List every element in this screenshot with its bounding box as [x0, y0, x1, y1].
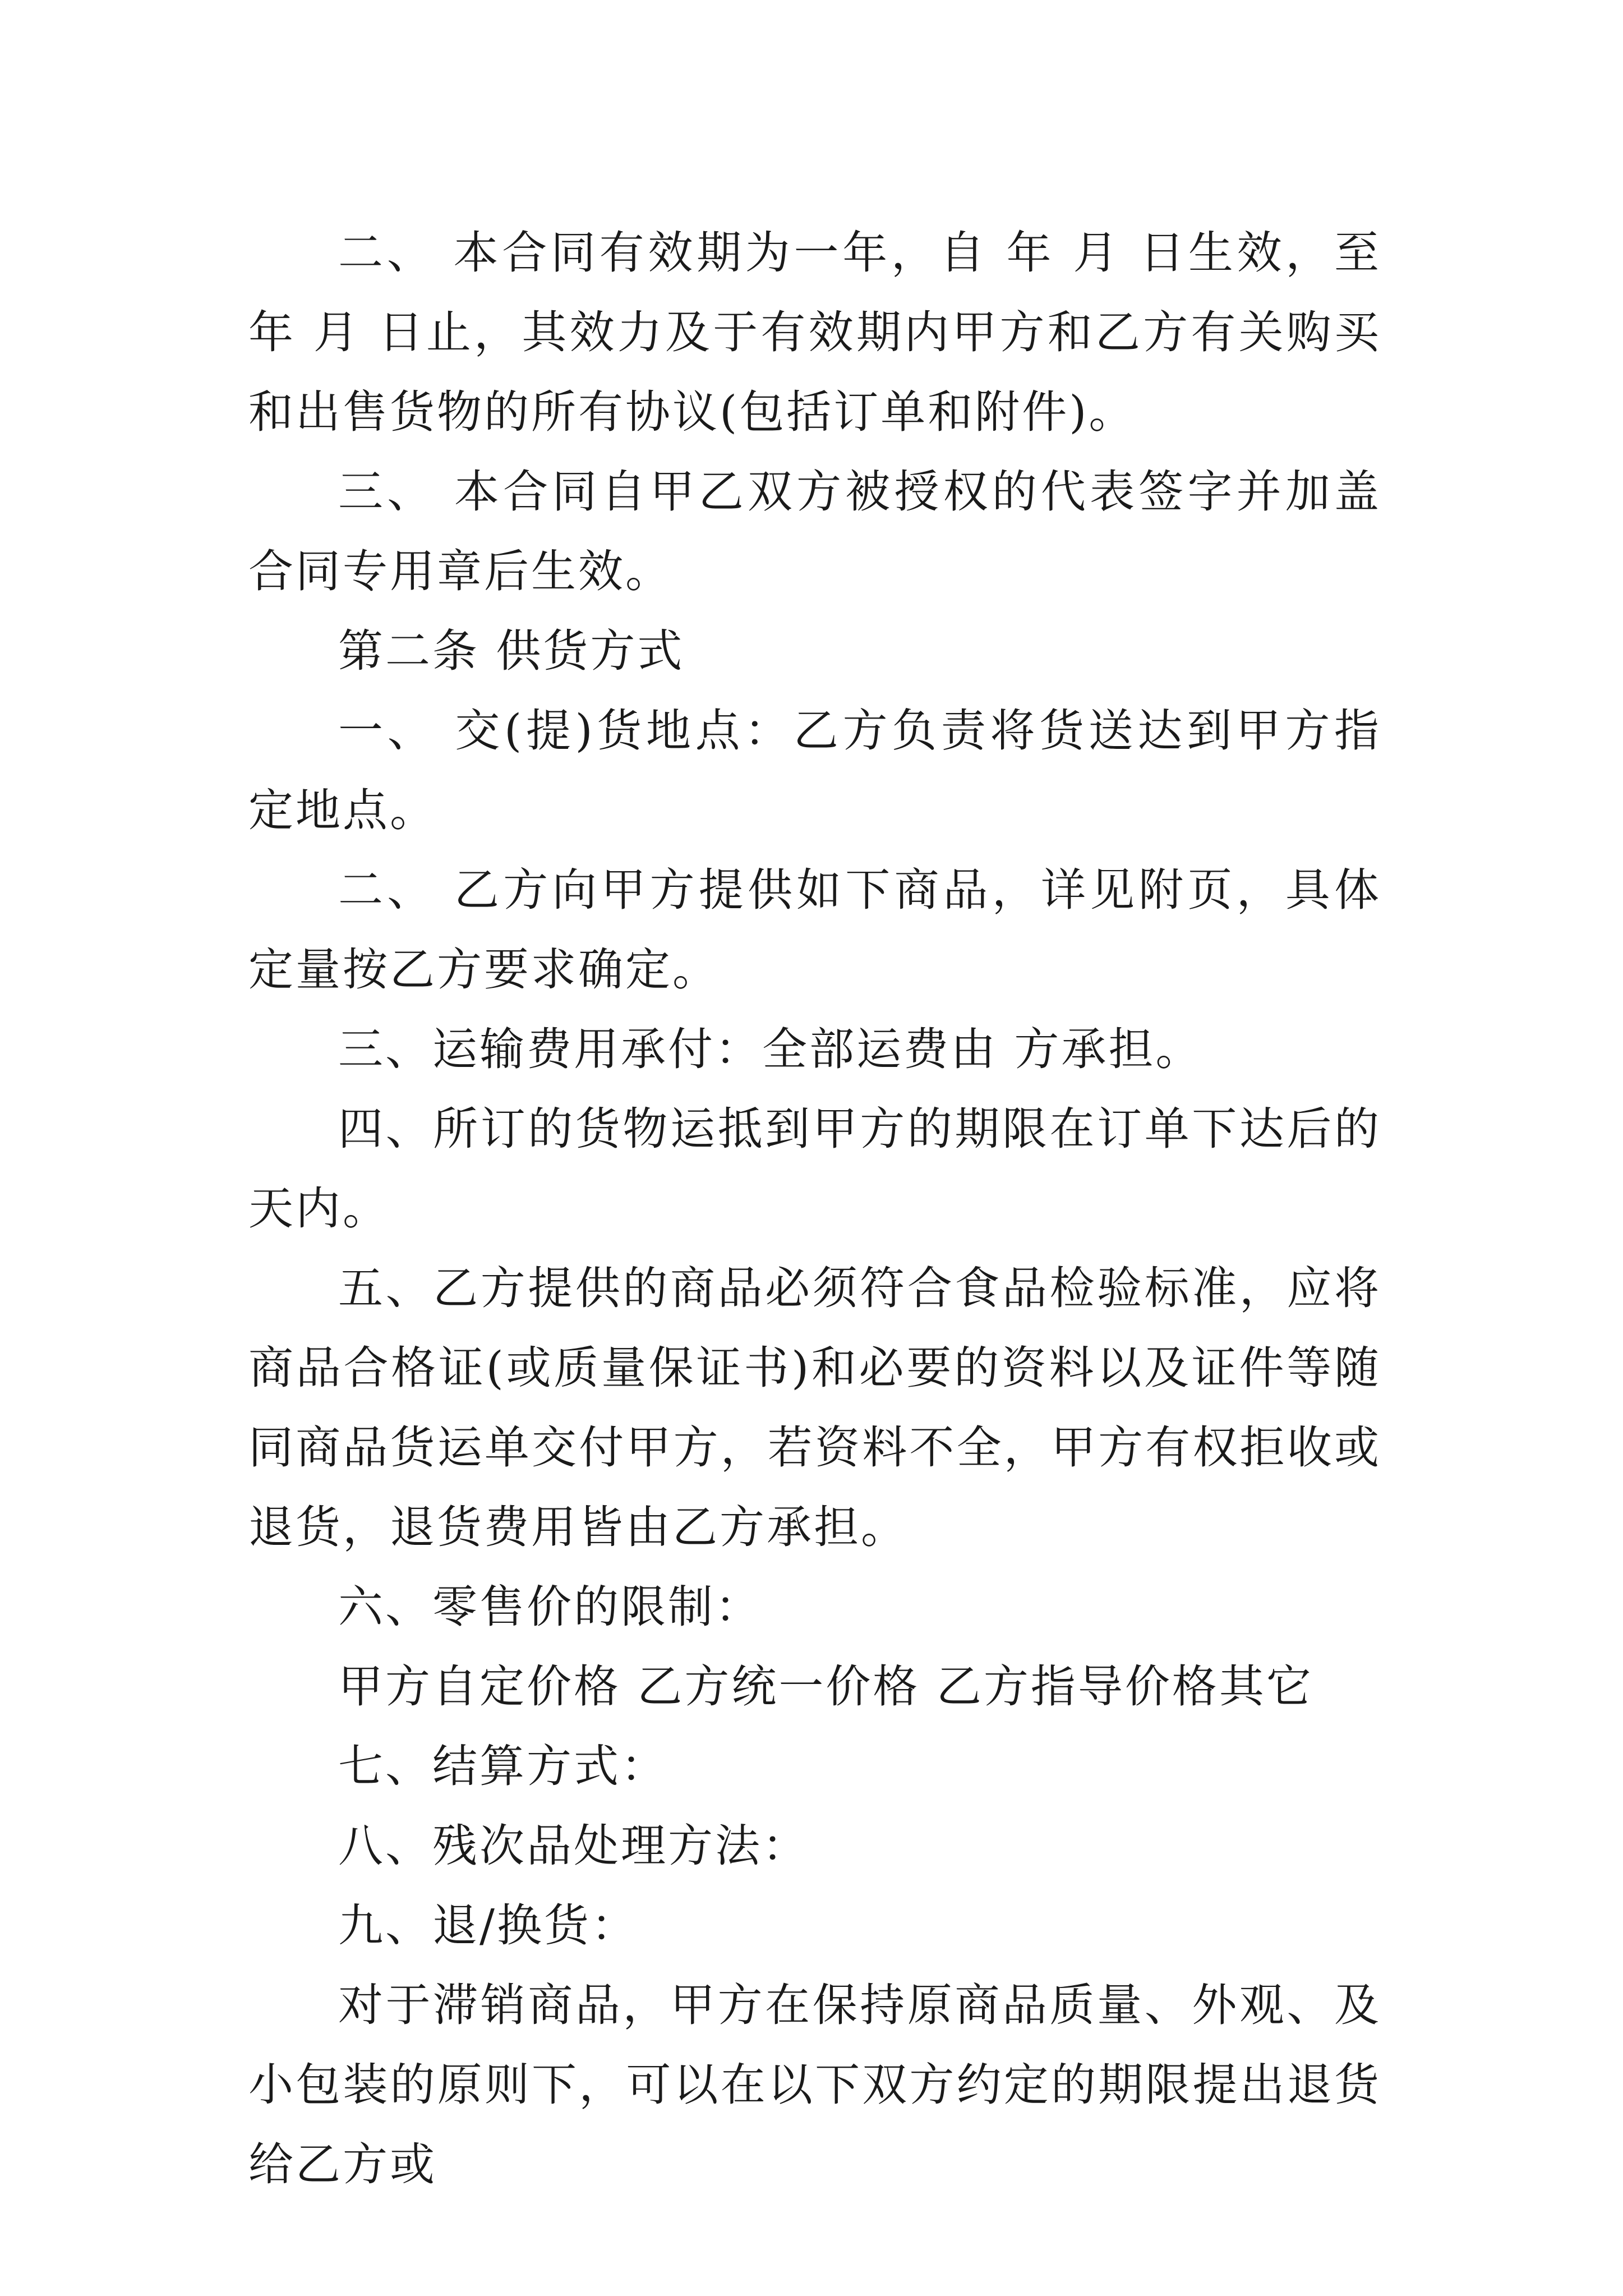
section-heading-supply-method: 第二条 供货方式: [338, 625, 685, 677]
paragraph-delivery-deadline: 四、所订的货物运抵到甲方的期限在订单下达后的 天内。: [248, 1103, 1381, 1235]
paragraph-price-options: 甲方自定价格 乙方统一价格 乙方指导价格其它: [338, 1660, 1313, 1713]
paragraph-contract-effective: 三、 本合同自甲乙双方被授权的代表签字并加盖合同专用章后生效。: [248, 466, 1381, 597]
paragraph-shipping-costs: 三、运输费用承付：全部运费由 方承担。: [338, 1023, 1203, 1075]
paragraph-settlement-method: 七、结算方式：: [338, 1740, 668, 1792]
paragraph-slow-moving-goods: 对于滞销商品，甲方在保持原商品质量、外观、及小包装的原则下，可以在以下双方约定的期限提出退货给乙方或: [248, 1979, 1381, 2191]
paragraph-defective-goods: 八、残次品处理方法：: [338, 1820, 809, 1872]
paragraph-delivery-location: 一、 交(提)货地点：乙方负责将货送达到甲方指定地点。: [248, 705, 1381, 836]
paragraph-quality-standards: 五、乙方提供的商品必须符合食品检验标准，应将商品合格证(或质量保证书)和必要的资料以及证件等随同商品货运单交付甲方，若资料不全，甲方有权拒收或退货，退货费用皆由乙方承担。: [248, 1262, 1381, 1553]
paragraph-returns-exchanges: 九、退/换货：: [338, 1899, 638, 1952]
document-body: [248, 213, 1381, 2205]
paragraph-goods-supplied: 二、 乙方向甲方提供如下商品，详见附页，具体定量按乙方要求确定。: [248, 864, 1381, 996]
paragraph-retail-price-limits: 六、零售价的限制：: [338, 1581, 762, 1633]
paragraph-validity-period: 二、 本合同有效期为一年，自 年 月 日生效，至 年 月 日止，其效力及于有效期内甲方和乙方有关购买和出售货物的所有协议(包括订单和附件)。: [248, 227, 1381, 438]
